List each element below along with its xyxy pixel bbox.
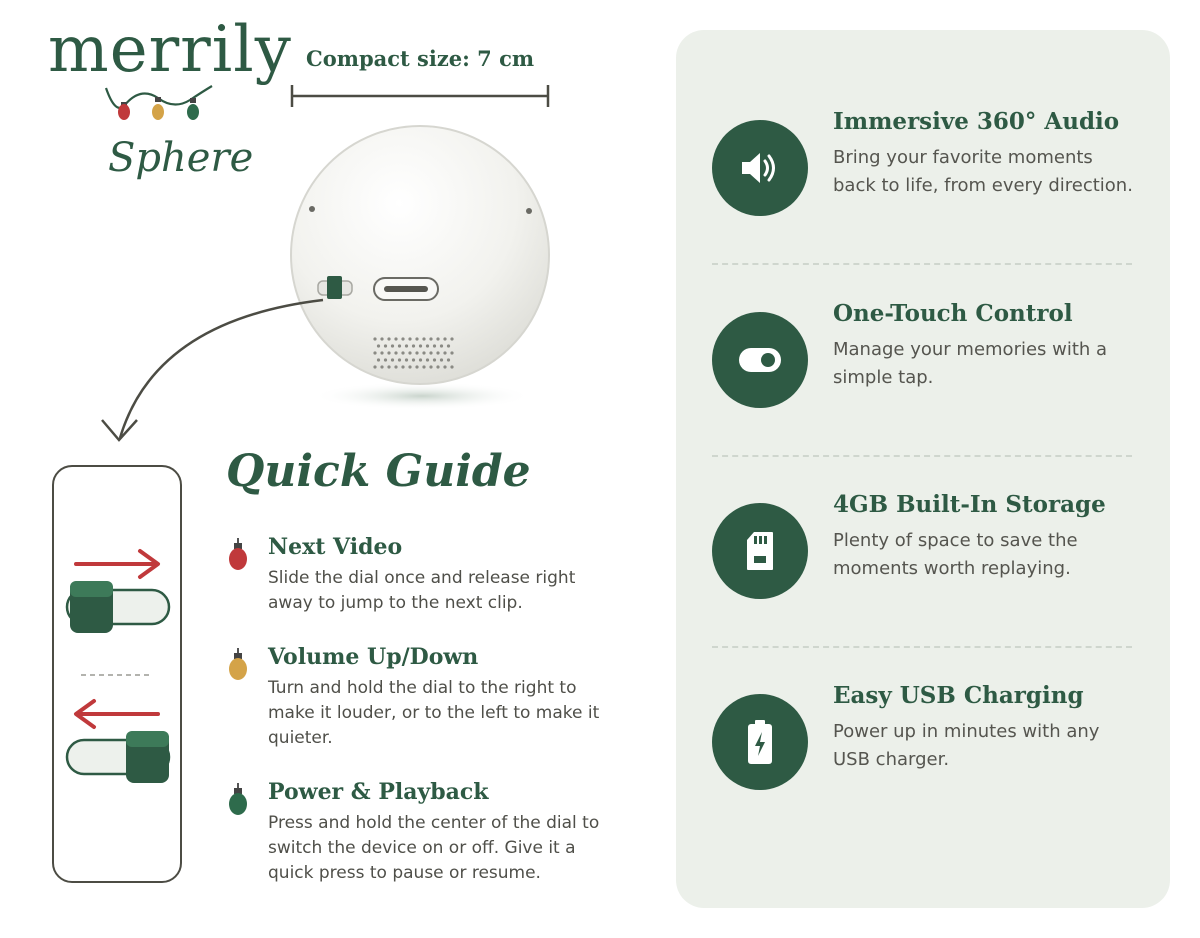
grille-dot xyxy=(373,351,376,354)
grille-dot xyxy=(373,365,376,368)
feature-title: 4GB Built-In Storage xyxy=(833,491,1106,518)
grille-dot xyxy=(429,351,432,354)
feature-charging xyxy=(712,682,1142,794)
grille-dot xyxy=(415,351,418,354)
size-label: Compact size: 7 cm xyxy=(306,46,535,71)
grille-dot xyxy=(447,344,450,347)
feature-title: One-Touch Control xyxy=(833,300,1073,327)
grille-dot xyxy=(450,351,453,354)
grille-dot xyxy=(412,358,415,361)
grille-dot xyxy=(394,337,397,340)
guide-item-text: Press and hold the center of the dial to switch the device on or off. Give it a quick press to pause or resume. xyxy=(268,813,600,884)
feature-audio xyxy=(712,108,1142,220)
grille-dot xyxy=(391,358,394,361)
grille-dot xyxy=(433,358,436,361)
grille-dot xyxy=(387,365,390,368)
feature-divider xyxy=(712,263,1132,265)
grille-dot xyxy=(450,365,453,368)
pointer-arrow xyxy=(95,290,335,450)
grille-dot xyxy=(380,365,383,368)
grille-dot xyxy=(408,365,411,368)
grille-dot xyxy=(398,358,401,361)
battery-icon xyxy=(712,694,808,790)
grille-dot xyxy=(394,351,397,354)
feature-text: Power up in minutes with any USB charger. xyxy=(833,721,1100,770)
grille-dot xyxy=(436,365,439,368)
bulb-red-icon xyxy=(226,538,250,572)
guide-item-title: Power & Playback xyxy=(268,779,489,805)
feature-text: Plenty of space to save the moments worth replaying. xyxy=(833,530,1078,579)
grille-dot xyxy=(429,365,432,368)
grille-dot xyxy=(398,344,401,347)
grille-dot xyxy=(440,358,443,361)
grille-dot xyxy=(426,344,429,347)
size-measure-line xyxy=(288,84,552,108)
bulb-gold-icon xyxy=(226,648,250,682)
grille-dot xyxy=(408,351,411,354)
grille-dot xyxy=(408,337,411,340)
grille-dot xyxy=(394,365,397,368)
speaker-icon xyxy=(712,120,808,216)
grille-dot xyxy=(440,344,443,347)
grille-dot xyxy=(380,351,383,354)
grille-dot xyxy=(429,337,432,340)
feature-divider xyxy=(712,455,1132,457)
grille-dot xyxy=(391,344,394,347)
feature-control xyxy=(712,300,1142,412)
grille-dot xyxy=(443,337,446,340)
grille-dot xyxy=(384,358,387,361)
grille-dot xyxy=(426,358,429,361)
grille-dot xyxy=(401,365,404,368)
grille-dot xyxy=(377,358,380,361)
guide-item-power xyxy=(226,779,616,886)
feature-title: Immersive 360° Audio xyxy=(833,108,1120,135)
guide-item-title: Next Video xyxy=(268,534,403,560)
feature-divider xyxy=(712,646,1132,648)
feature-title: Easy USB Charging xyxy=(833,682,1084,709)
grille-dot xyxy=(443,351,446,354)
product-name: Sphere xyxy=(108,135,254,181)
grille-dot xyxy=(377,344,380,347)
grille-dot xyxy=(384,344,387,347)
grille-dot xyxy=(422,365,425,368)
string-lights-icon xyxy=(100,82,220,130)
grille-dot xyxy=(436,337,439,340)
bulb-green-icon xyxy=(226,783,250,817)
grille-dot xyxy=(419,358,422,361)
grille-dot xyxy=(450,337,453,340)
grille-dot xyxy=(443,365,446,368)
grille-dot xyxy=(405,344,408,347)
grille-dot xyxy=(433,344,436,347)
grille-dot xyxy=(436,351,439,354)
dial-direction-diagram xyxy=(52,465,182,883)
feature-text: Bring your favorite moments back to life, from every direction. xyxy=(833,147,1133,196)
grille-dot xyxy=(412,344,415,347)
grille-dot xyxy=(373,337,376,340)
feature-storage xyxy=(712,491,1142,603)
guide-item-text: Slide the dial once and release right away to jump to the next clip. xyxy=(268,568,576,614)
grille-dot xyxy=(387,351,390,354)
guide-item-volume xyxy=(226,644,616,751)
grille-dot xyxy=(415,337,418,340)
grille-dot xyxy=(422,351,425,354)
grille-dot xyxy=(401,351,404,354)
grille-dot xyxy=(447,358,450,361)
guide-item-text: Turn and hold the dial to the right to make it louder, or to the left to make it quieter. xyxy=(268,678,600,749)
quick-guide-title: Quick Guide xyxy=(226,446,531,497)
brand-wordmark: merrily xyxy=(48,13,292,87)
grille-dot xyxy=(387,337,390,340)
grille-dot xyxy=(401,337,404,340)
guide-item-next-video xyxy=(226,534,616,616)
grille-dot xyxy=(405,358,408,361)
toggle-icon xyxy=(712,312,808,408)
guide-item-title: Volume Up/Down xyxy=(268,644,479,670)
grille-dot xyxy=(419,344,422,347)
grille-dot xyxy=(380,337,383,340)
sd-card-icon xyxy=(712,503,808,599)
grille-dot xyxy=(422,337,425,340)
grille-dot xyxy=(415,365,418,368)
feature-text: Manage your memories with a simple tap. xyxy=(833,339,1108,388)
